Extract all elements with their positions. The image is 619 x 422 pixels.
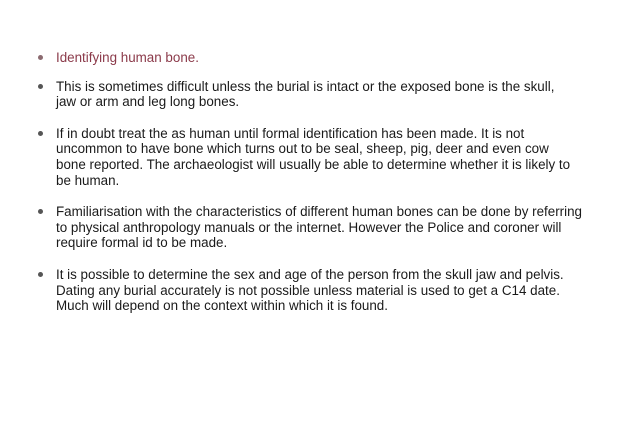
bullet-dot-icon xyxy=(38,131,43,136)
bullet-dot-icon xyxy=(38,209,43,214)
bullet-text: If in doubt treat the as human until formal identification has been made. It is not uncommon to have bone which turns out to be seal, sheep, pig, deer and even cow bone reported. The archaeologist will usually be able to determine whether it is likely to be human. xyxy=(56,125,571,188)
bullet-text: Identifying human bone. xyxy=(56,50,199,65)
bullet-item xyxy=(36,79,596,110)
bullet-text: Familiarisation with the characteristics of different human bones can be done by referring to physical anthropology manuals or the internet. However the Police and coroner will require formal id to be made. xyxy=(56,204,582,251)
bullet-item xyxy=(36,267,596,314)
bullet-dot-icon xyxy=(38,84,43,89)
bullet-text: This is sometimes difficult unless the burial is intact or the exposed bone is the skull, jaw or arm and leg long bones. xyxy=(56,78,555,110)
bullet-text: It is possible to determine the sex and age of the person from the skull jaw and pelvis. Dating any burial accurately is not possible unless material is used to get a C14 date. Much will depend on the context within which it is found. xyxy=(56,266,564,314)
bullet-item xyxy=(36,126,596,188)
bullet-item-heading xyxy=(36,50,596,66)
bullet-item xyxy=(36,204,596,251)
bullet-dot-icon xyxy=(38,55,43,60)
bullet-dot-icon xyxy=(38,272,43,277)
bullet-list xyxy=(36,50,596,330)
